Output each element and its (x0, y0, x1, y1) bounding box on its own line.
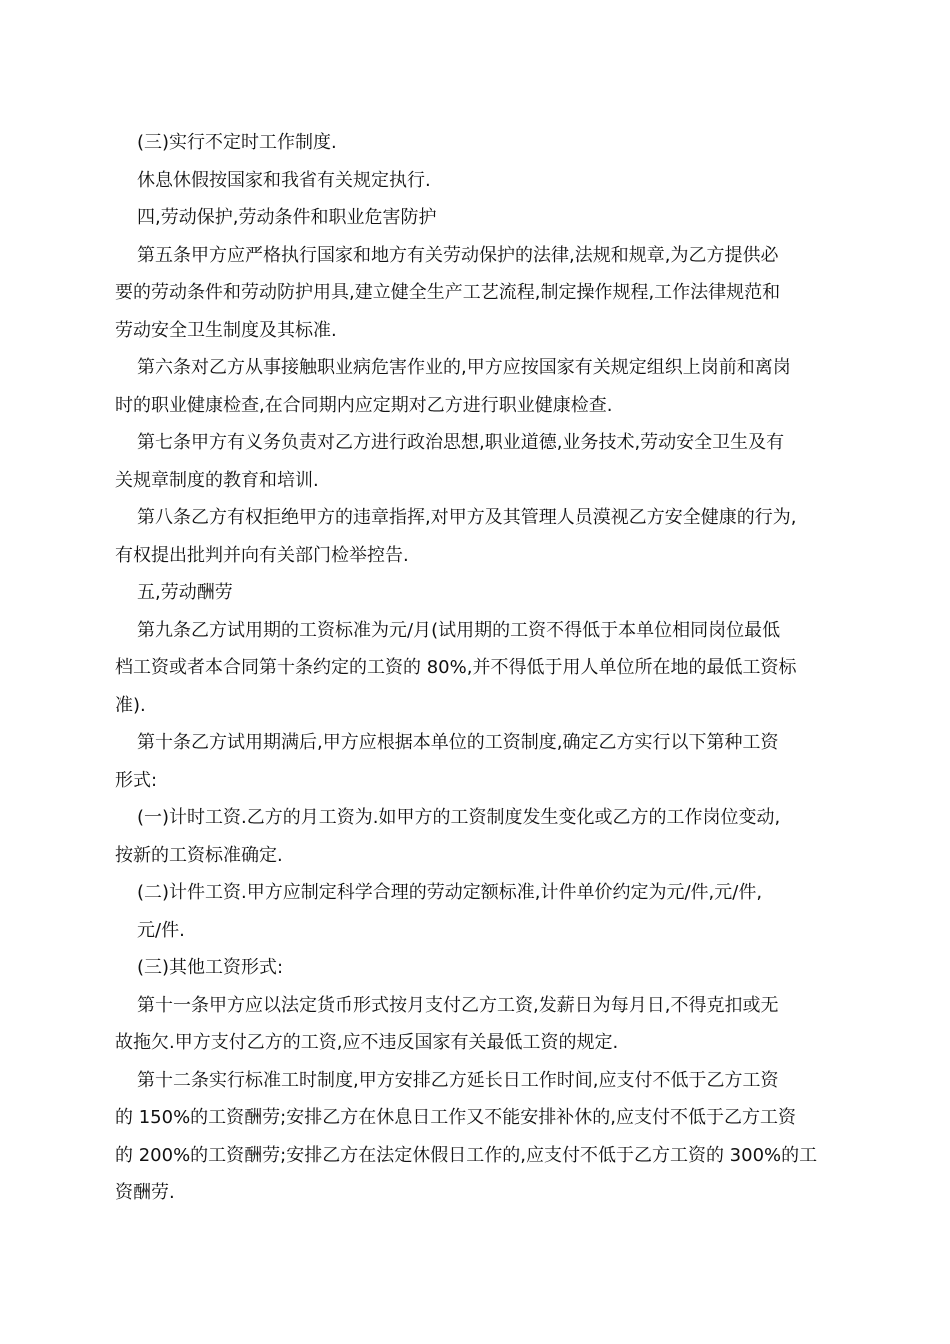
clause-line: (一)计时工资.乙方的月工资为.如甲方的工资制度发生变化或乙方的工作岗位变动, (137, 807, 781, 828)
document-body (115, 124, 840, 1212)
clause-line: 第六条对乙方从事接触职业病危害作业的,甲方应按国家有关规定组织上岗前和离岗 (137, 357, 791, 378)
section-heading: 五,劳动酬劳 (137, 582, 233, 603)
clause-line: 要的劳动条件和劳动防护用具,建立健全生产工艺流程,制定操作规程,工作法律规范和 (115, 282, 781, 303)
clause-line: 有权提出批判并向有关部门检举控告. (115, 544, 409, 566)
clause-line: 元/件. (137, 919, 185, 941)
clause-line: 故拖欠.甲方支付乙方的工资,应不违反国家有关最低工资的规定. (115, 1032, 619, 1053)
clause-line: 的 200%的工资酬劳;安排乙方在法定休假日工作的,应支付不低于乙方工资的 300%的工 (115, 1144, 818, 1166)
clause-line: 按新的工资标准确定. (115, 844, 283, 866)
clause-line: 的 150%的工资酬劳;安排乙方在休息日工作又不能安排补休的,应支付不低于乙方工资 (115, 1107, 796, 1128)
clause-line: (二)计件工资.甲方应制定科学合理的劳动定额标准,计件单价约定为元/件,元/件, (137, 882, 763, 903)
clause-line: 第十二条实行标准工时制度,甲方安排乙方延长日工作时间,应支付不低于乙方工资 (137, 1069, 779, 1091)
clause-line: 第十条乙方试用期满后,甲方应根据本单位的工资制度,确定乙方实行以下第种工资 (137, 732, 779, 753)
section-heading: 四,劳动保护,劳动条件和职业危害防护 (137, 207, 437, 228)
clause-line: 第九条乙方试用期的工资标准为元/月(试用期的工资不得低于本单位相同岗位最低 (137, 619, 781, 641)
clause-line: 形式: (115, 769, 158, 791)
clause-line: 第五条甲方应严格执行国家和地方有关劳动保护的法律,法规和规章,为乙方提供必 (137, 244, 779, 266)
clause-line: 第十一条甲方应以法定货币形式按月支付乙方工资,发薪日为每月日,不得克扣或无 (137, 994, 779, 1016)
clause-line: (三)实行不定时工作制度. (137, 132, 337, 153)
clause-line: 准). (115, 694, 146, 716)
clause-line: 第八条乙方有权拒绝甲方的违章指挥,对甲方及其管理人员漠视乙方安全健康的行为, (137, 507, 797, 528)
clause-line: 关规章制度的教育和培训. (115, 469, 319, 491)
clause-line: 时的职业健康检查,在合同期内应定期对乙方进行职业健康检查. (115, 394, 613, 416)
clause-line: 劳动安全卫生制度及其标准. (115, 319, 337, 341)
clause-line: 档工资或者本合同第十条约定的工资的 80%,并不得低于用人单位所在地的最低工资标 (115, 657, 797, 678)
clause-line: (三)其他工资形式: (137, 957, 284, 978)
clause-line: 第七条甲方有义务负责对乙方进行政治思想,职业道德,业务技术,劳动安全卫生及有 (137, 432, 785, 453)
clause-line: 资酬劳. (115, 1182, 175, 1203)
clause-line: 休息休假按国家和我省有关规定执行. (137, 169, 431, 191)
